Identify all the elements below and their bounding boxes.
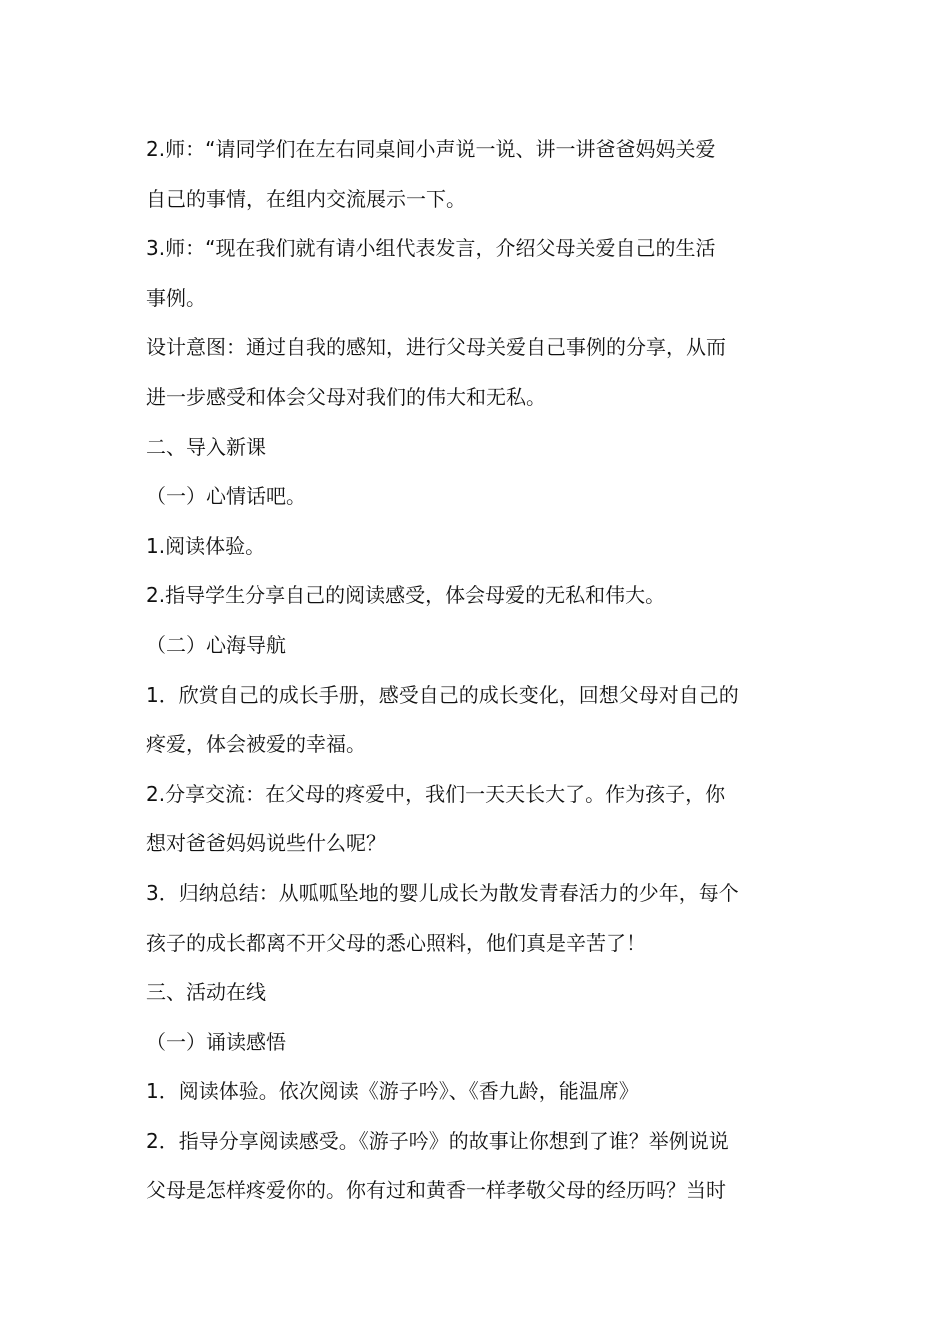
text-line: 想对爸爸妈妈说些什么呢？ <box>146 831 386 856</box>
text-line: 1.阅读体验。 <box>146 533 266 558</box>
section-heading: 三、活动在线 <box>146 980 266 1005</box>
text-line: 1．欣赏自己的成长手册，感受自己的成长变化，回想父母对自己的 <box>146 682 739 707</box>
text-line: 2.分享交流：在父母的疼爱中，我们一天天长大了。作为孩子，你 <box>146 781 726 806</box>
text-line: 自己的事情，在组内交流展示一下。 <box>146 186 466 211</box>
text-line: 设计意图：通过自我的感知，进行父母关爱自己事例的分享，从而 <box>146 335 726 360</box>
text-line: 2.师：“请同学们在左右同桌间小声说一说、讲一讲爸爸妈妈关爱 <box>146 137 716 161</box>
text-line: 2．指导分享阅读感受。《游子吟》的故事让你想到了谁？举例说说 <box>146 1128 729 1153</box>
text-line: 2.指导学生分享自己的阅读感受，体会母爱的无私和伟大。 <box>146 583 666 608</box>
text-line: 1．阅读体验。依次阅读《游子吟》、《香九龄，能温席》 <box>146 1079 639 1104</box>
subsection-heading: （一）诵读感悟 <box>146 1029 286 1054</box>
text-line: 进一步感受和体会父母对我们的伟大和无私。 <box>146 384 546 409</box>
text-line: 父母是怎样疼爱你的。你有过和黄香一样孝敬父母的经历吗？当时 <box>146 1178 726 1203</box>
section-heading: 二、导入新课 <box>146 434 266 459</box>
text-line: 3.师：“现在我们就有请小组代表发言，介绍父母关爱自己的生活 <box>146 236 716 261</box>
text-line: 3．归纳总结：从呱呱坠地的婴儿成长为散发青春活力的少年，每个 <box>146 880 739 905</box>
text-line: 疼爱，体会被爱的幸福。 <box>146 732 366 757</box>
subsection-heading: （二）心海导航 <box>146 632 286 657</box>
text-line: 孩子的成长都离不开父母的悉心照料，他们真是辛苦了！ <box>146 930 646 955</box>
text-line: 事例。 <box>146 285 206 310</box>
document-body <box>146 125 812 1216</box>
subsection-heading: （一）心情话吧。 <box>146 484 306 509</box>
